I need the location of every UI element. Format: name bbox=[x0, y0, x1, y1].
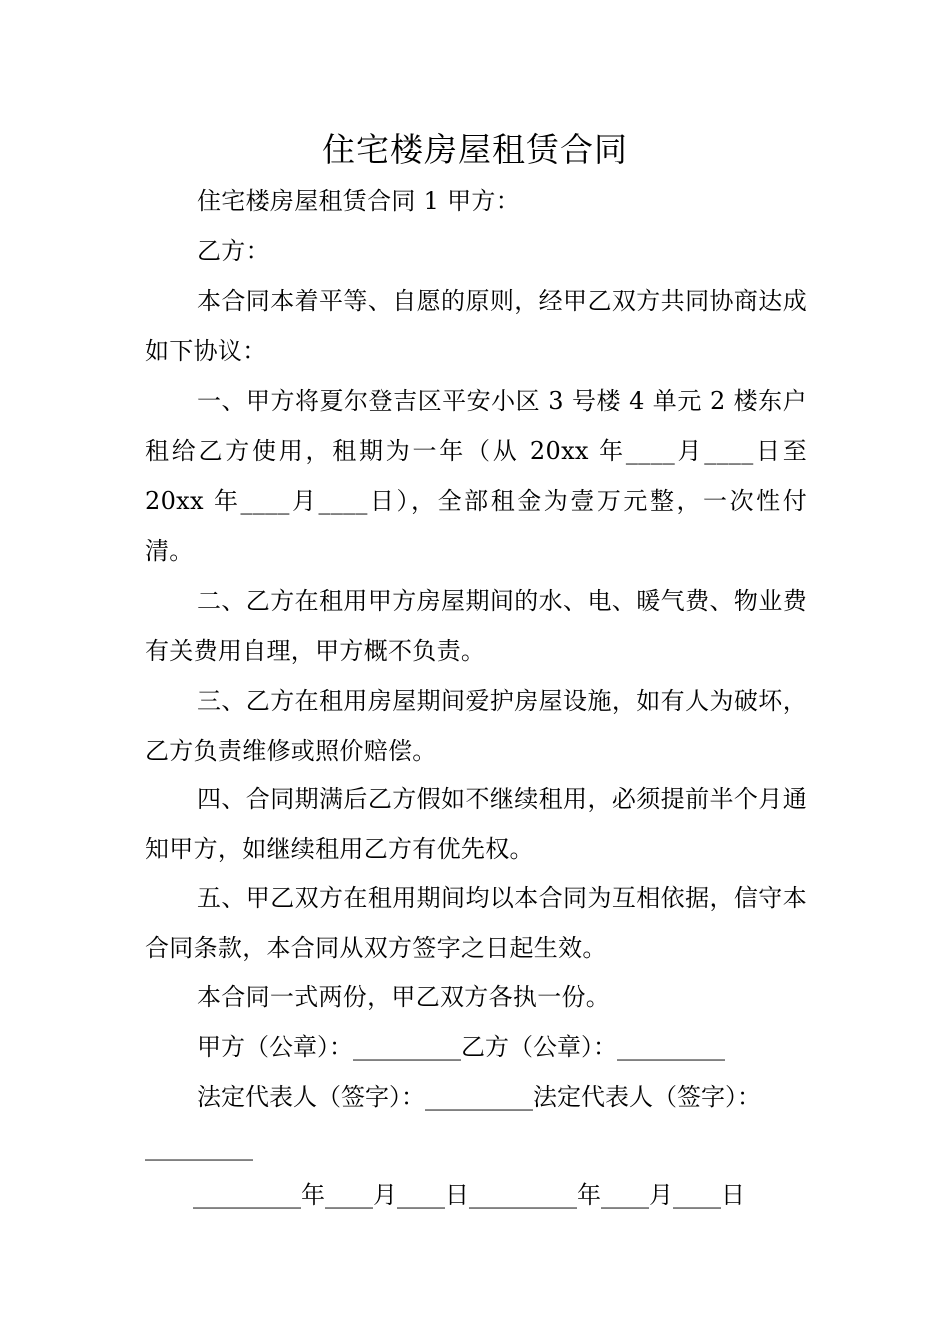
copies-paragraph: 本合同一式两份，甲乙双方各执一份。 bbox=[197, 983, 611, 1011]
preamble-paragraph: 本合同本着平等、自愿的原则，经甲乙双方共同协商达成如下协议： bbox=[145, 287, 807, 365]
document-title: 住宅楼房屋租赁合同 bbox=[322, 130, 628, 169]
clause-2: 二、乙方在租用甲方房屋期间的水、电、暖气费、物业费有关费用自理，甲方概不负责。 bbox=[145, 587, 807, 665]
legal-rep-line-cont: _________ bbox=[145, 1133, 253, 1161]
clause-5: 五、甲乙双方在租用期间均以本合同为互相依据，信守本合同条款，本合同从双方签字之日起生效。 bbox=[145, 884, 807, 962]
seal-line: 甲方（公章）：_________乙方（公章）：_________ bbox=[197, 1033, 725, 1061]
date-line: _________年____月____日_________年____月____日 bbox=[193, 1181, 745, 1209]
legal-rep-line: 法定代表人（签字）：_________法定代表人（签字）： bbox=[197, 1083, 761, 1111]
clause-4: 四、合同期满后乙方假如不继续租用，必须提前半个月通知甲方，如继续租用乙方有优先权。 bbox=[145, 785, 807, 863]
intro-party-b: 乙方： bbox=[197, 237, 270, 265]
clause-1: 一、甲方将夏尔登吉区平安小区 3 号楼 4 单元 2 楼东户租给乙方使用，租期为一年（从 20xx 年____月____日至20xx 年____月____日），全部租金为壹万元整，一次性付清。 bbox=[145, 387, 807, 565]
intro-party-a: 住宅楼房屋租赁合同 1 甲方： bbox=[197, 187, 521, 215]
clause-3: 三、乙方在租用房屋期间爱护房屋设施，如有人为破坏，乙方负责维修或照价赔偿。 bbox=[145, 687, 807, 765]
